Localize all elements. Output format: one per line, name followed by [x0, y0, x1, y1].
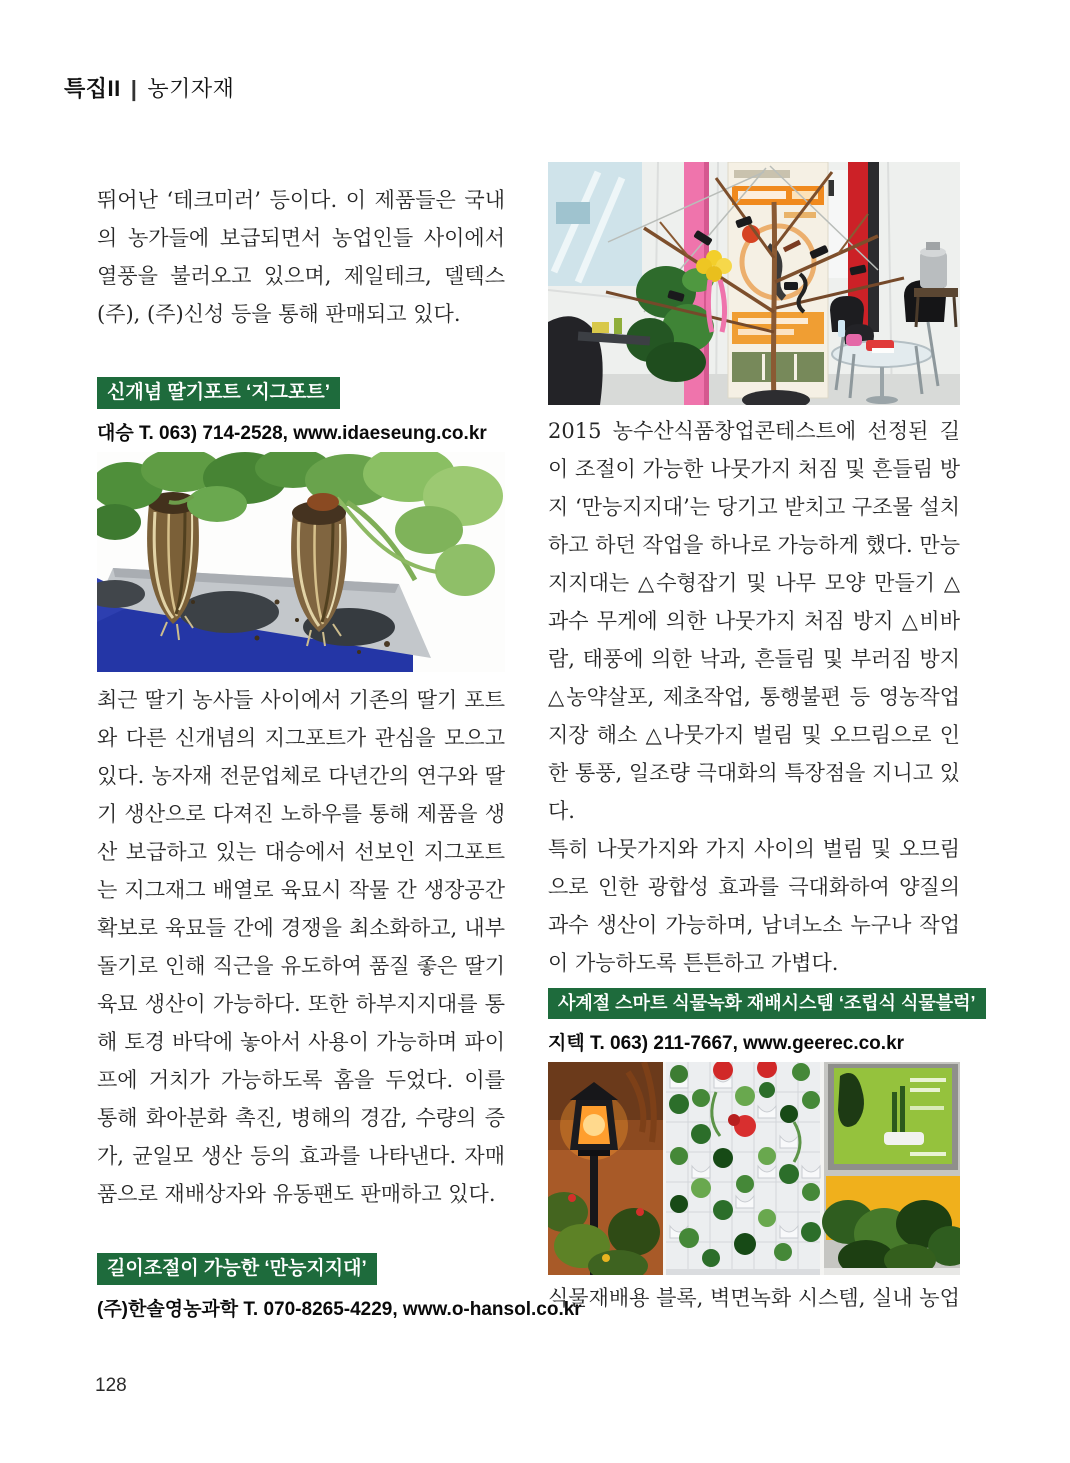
plantblock-contact-line: 지텍 T. 063) 211-7667, www.geerec.co.kr — [548, 1033, 905, 1054]
running-head-section: 특집II — [64, 76, 121, 101]
plantblock-badge-label: 사계절 스마트 식물녹화 재배시스템 ‘조립식 식물블럭’ — [548, 988, 986, 1019]
left-intro-paragraph: 뛰어난 ‘테크미러’ 등이다. 이 제품들은 국내의 농가들에 보급되면서 농업인들 사이에서 열풍을 불러오고 있으며, 제일테크, 델텍스(주), (주)신성 등을 통해 판매되고 있다. — [97, 188, 505, 326]
support-body-paragraph-1: 2015 농수산식품창업콘테스트에 선정된 길이 조절이 가능한 나뭇가지 처짐 및 흔들림 방지 ‘만능지지대’는 당기고 받치고 구조물 설치하고 하던 작업을 하나로 가능하게 했다. 만능지지대는 △수형잡기 및 나무 모양 만들기 △과수 무게에 의한 나뭇가지 처짐 방지 △비바람, 태풍에 의한 낙과, 흔들림 및 부러짐 방지 △농약살포, 제초작업, 통행불편 등 영농작업 지장 해소 △나뭇가지 벌림 및 오므림으로 인한 통풍, 일조량 극대화의 특장점을 지니고 있다. — [548, 419, 960, 823]
modular-plant-wall — [666, 1062, 821, 1275]
support-article-body — [548, 412, 960, 982]
strawberry-pots-photo — [97, 452, 505, 672]
page-number: 128 — [95, 1375, 127, 1396]
support-section-badge — [97, 1253, 377, 1285]
support-badge-label: 길이조절이 가능한 ‘만능지지대’ — [97, 1253, 377, 1285]
jigpot-contact-line: 대승 T. 063) 714-2528, www.idaeseung.co.kr — [97, 423, 487, 444]
jigpot-section-badge — [97, 377, 340, 409]
support-contact-line: (주)한솔영농과학 T. 070-8265-4229, www.o-hansol.co.kr — [97, 1299, 582, 1320]
lantern-mural — [548, 1062, 663, 1275]
running-head — [64, 72, 234, 103]
exhibition-booth-photo — [548, 162, 960, 405]
plantblock-body-line: 식물재배용 블록, 벽면녹화 시스템, 실내 농업 — [548, 1286, 960, 1310]
support-body-paragraph-2: 특히 나뭇가지와 가지 사이의 벌림 및 오므림으로 인한 광합성 효과를 극대화하여 양질의 과수 생산이 가능하며, 남녀노소 누구나 작업이 가능하도록 튼튼하고 가볍다. — [548, 837, 960, 975]
jigpot-body-paragraph: 최근 딸기 농사들 사이에서 기존의 딸기 포트와 다른 신개념의 지그포트가 관심을 모으고 있다. 농자재 전문업체로 다년간의 연구와 딸기 생산으로 다져진 노하우를 통해 제품을 생산 보급하고 있는 대승에서 선보인 지그포트는 지그재그 배열로 육묘시 작물 간 생장공간 확보로 육묘들 간에 경쟁을 최소화하고, 내부돌기로 인해 직근을 유도하여 품질 좋은 딸기육묘 생산이 가능하다. 또한 하부지지대를 통해 토경 바닥에 놓아서 사용이 가능하며 파이프에 거치가 가능하도록 홈을 두었다. 이를 통해 화아분화 촉진, 병해의 경감, 수량의 증가, 균일모 생산 등의 효과를 나타낸다. 자매품으로 재배상자와 유동팬도 판매하고 있다. — [97, 688, 505, 1206]
jigpot-badge-label: 신개념 딸기포트 ‘지그포트’ — [97, 377, 340, 409]
running-head-category: 농기자재 — [147, 76, 235, 101]
plant-wall-photo — [548, 1062, 960, 1275]
running-head-separator: | — [130, 76, 138, 101]
booth-sign-and-vines — [822, 1062, 960, 1275]
plantblock-section-badge — [548, 988, 986, 1019]
